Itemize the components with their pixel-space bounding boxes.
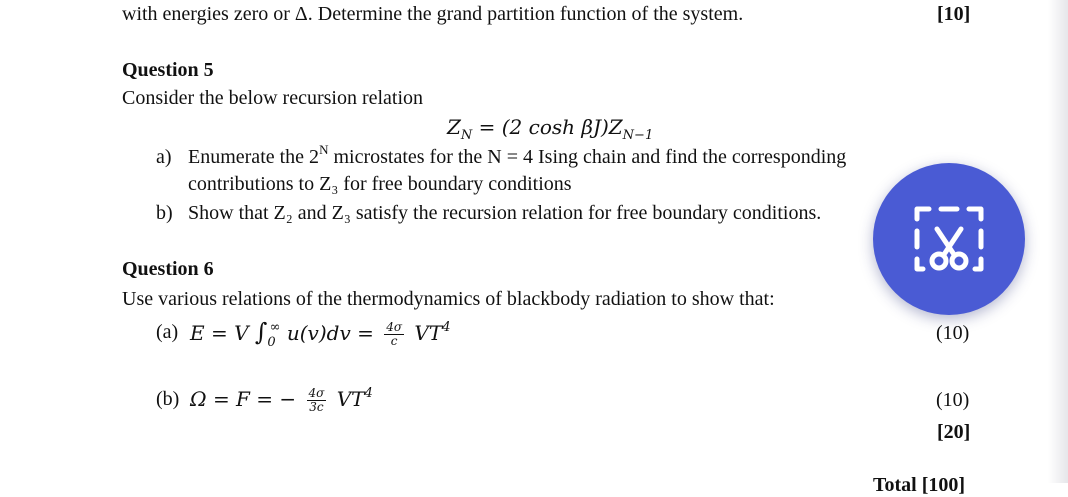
question-5-intro: Consider the below recursion relation [122,87,424,109]
q6-a-marks: (10) [936,322,970,344]
q6-a-frac-num: 4σ [386,320,403,334]
integral-upper: ∞ [269,320,281,335]
q6-a-label: (a) [156,321,179,343]
eq-rhs: = (2 cosh βJ)Z [472,115,623,139]
page-edge-shadow [1048,0,1068,483]
q6-a-eq-1: E = V [190,321,255,345]
integral-lower: 0 [267,335,276,350]
q6-b-eq-2: VT [330,387,365,411]
top-line-marks: [10] [937,3,971,25]
eq-lhs-sub: N [460,128,473,143]
q6-total-marks: [20] [937,421,971,443]
question-6-intro: Use various relations of the thermodynamics of blackbody radiation to show that: [122,288,775,310]
q6-a-fraction [384,321,404,348]
q5-b-text: Show that Z₂ and Z₃ satisfy the recursion relation for free boundary conditions. [188,202,822,224]
eq-lhs: Z [447,115,461,139]
q5-a-line2: contributions to Z₃ for free boundary conditions [188,173,572,195]
q6-b-equation [190,387,373,415]
q6-a-eq-sup: 4 [442,320,451,335]
q6-b-frac-den: 3c [309,400,324,414]
question-5-heading: Question 5 [122,59,214,81]
q5-a-label: a) [156,146,172,168]
q5-a-text-1: Enumerate the 2 [188,146,320,168]
integral-sign: ∫ [254,318,268,346]
q6-b-label: (b) [156,388,180,410]
top-line-text: with energies zero or Δ. Determine the grand partition function of the system. [122,3,744,25]
q6-b-eq-sup: 4 [364,386,373,401]
q6-a-eq-3: VT [408,321,443,345]
q6-a-eq-2: u(v)dv = [280,321,381,345]
q6-b-fraction [307,387,327,414]
recursion-equation [447,115,653,143]
q5-a-text [188,142,847,171]
q5-b-label: b) [156,202,173,224]
q6-a-frac-den: c [390,334,398,348]
q6-b-eq-1: Ω = F = − [190,387,303,411]
q6-b-marks: (10) [936,389,970,411]
q5-a-sup: N [319,142,329,157]
q6-a-equation [190,320,450,349]
total-marks-footer: Total [100] [873,474,966,496]
eq-rhs-sub: N−1 [622,128,654,143]
screenshot-scissors-icon [909,199,989,279]
screenshot-crop-button[interactable] [873,163,1025,315]
q5-a-text-2: microstates for the N = 4 Ising chain and find the corresponding [328,146,847,168]
question-6-heading: Question 6 [122,258,214,280]
q6-b-frac-num: 4σ [308,386,325,400]
